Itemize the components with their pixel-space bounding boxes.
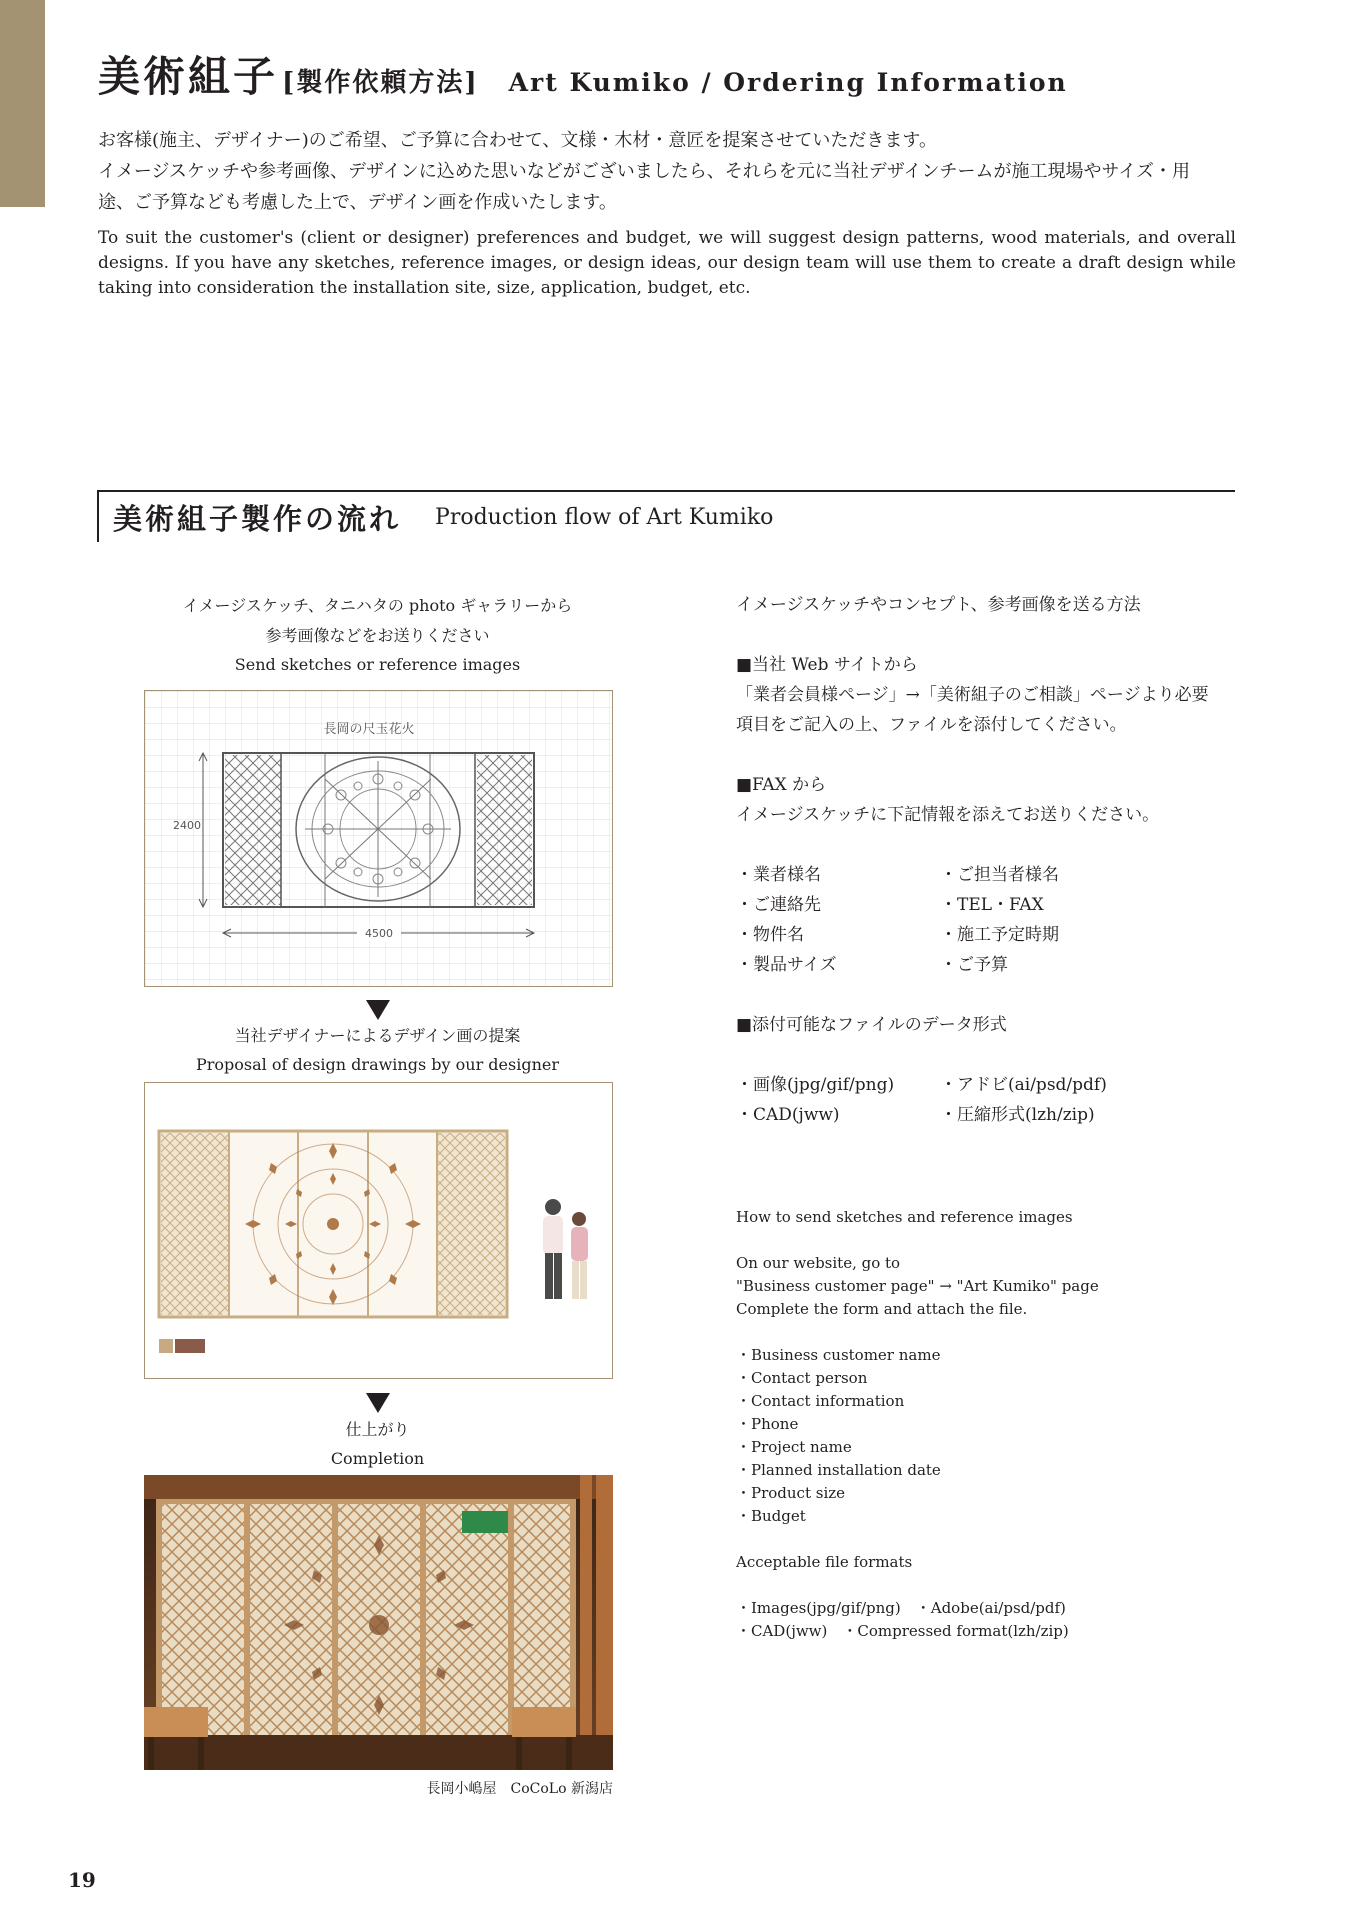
- en-info-item: ・Budget: [736, 1507, 806, 1525]
- step2-caption-en: Proposal of design drawings by our designer: [195, 1055, 559, 1074]
- step1-caption: [142, 591, 613, 679]
- en-web-line: "Business customer page" → "Art Kumiko" page: [736, 1277, 1099, 1295]
- info-item: ・ご連絡先: [736, 895, 821, 915]
- format-item: ・画像(jpg/gif/png): [736, 1075, 895, 1095]
- step3-caption-jp: 仕上がり: [345, 1420, 410, 1439]
- photo-caption: 長岡小嶋屋 CoCoLo 新潟店: [426, 1781, 613, 1797]
- intro-jp-line: 途、ご予算なども考慮した上で、デザイン画を作成いたします。: [98, 192, 617, 213]
- page-number: 19: [68, 1868, 96, 1892]
- info-item: ・施工予定時期: [940, 925, 1059, 945]
- en-info-item: ・Contact information: [736, 1392, 905, 1410]
- step1-caption-jp-1: イメージスケッチ、タニハタの photo ギャラリーから: [182, 596, 573, 615]
- en-info-item: ・Business customer name: [736, 1346, 941, 1364]
- flow-arrow-down-icon: [366, 1393, 390, 1413]
- format-item: ・アドビ(ai/psd/pdf): [940, 1075, 1107, 1095]
- info-item: ・業者様名: [736, 865, 821, 885]
- section-title-en: Production flow of Art Kumiko: [435, 504, 774, 530]
- section-heading: [97, 490, 1235, 542]
- info-item: ・製品サイズ: [736, 955, 837, 975]
- sketch-height-label: 2400: [173, 819, 201, 832]
- intro-jp-line: イメージスケッチや参考画像、デザインに込めた思いなどがございましたら、それらを元に当社デザインチームが施工現場やサイズ・用: [98, 161, 1191, 182]
- en-heading: How to send sketches and reference images: [736, 1208, 1073, 1226]
- intro-en-paragraph: To suit the customer's (client or designer) preferences and budget, we will suggest design patterns, wood materials, and overall designs. If you have any sketches, reference images, or design ideas, our design team will use them to create a draft design while taking into consideration the installation site, size, application, budget, etc.: [98, 228, 1236, 298]
- page-title-bracket: [製作依頼方法]: [282, 68, 479, 98]
- en-info-item: ・Project name: [736, 1438, 852, 1456]
- step3-caption: [142, 1415, 613, 1473]
- web-heading: ■当社 Web サイトから: [736, 655, 918, 675]
- intro-block: [98, 125, 1236, 301]
- section-title-jp: 美術組子製作の流れ: [113, 501, 402, 536]
- en-formats-heading: Acceptable file formats: [736, 1553, 913, 1571]
- info-item: ・TEL・FAX: [940, 895, 1044, 915]
- page-title-jp: 美術組子: [98, 52, 279, 101]
- en-format-line: ・Images(jpg/gif/png) ・Adobe(ai/psd/pdf): [736, 1599, 1066, 1617]
- en-info-item: ・Planned installation date: [736, 1461, 941, 1479]
- info-item: ・ご担当者様名: [940, 865, 1059, 885]
- page-title: [98, 44, 1068, 104]
- sketch-label: 長岡の尺玉花火: [323, 722, 415, 737]
- en-info-item: ・Phone: [736, 1415, 799, 1433]
- step1-caption-en: Send sketches or reference images: [234, 655, 521, 674]
- en-info-item: ・Product size: [736, 1484, 846, 1502]
- sketch-image: [144, 690, 613, 987]
- gold-edge-tab: [0, 0, 45, 207]
- en-format-line: ・CAD(jww) ・Compressed format(lzh/zip): [736, 1622, 1069, 1640]
- formats-heading: ■添付可能なファイルのデータ形式: [736, 1015, 1007, 1035]
- completion-photo: [144, 1475, 613, 1770]
- flow-arrow-down-icon: [366, 1000, 390, 1020]
- intro-jp-line: お客様(施主、デザイナー)のご希望、ご予算に合わせて、文様・木材・意匠を提案させていただきます。: [98, 130, 937, 151]
- step2-caption: [142, 1021, 613, 1079]
- format-item: ・CAD(jww): [736, 1105, 840, 1125]
- people-figures: [543, 1199, 588, 1299]
- step2-caption-jp: 当社デザイナーによるデザイン画の提案: [234, 1026, 521, 1045]
- required-info-list: [736, 860, 1236, 980]
- web-line: 「業者会員様ページ」→「美術組子のご相談」ページより必要: [736, 685, 1209, 705]
- en-info-item: ・Contact person: [736, 1369, 868, 1387]
- instructions-heading: イメージスケッチやコンセプト、参考画像を送る方法: [736, 595, 1141, 615]
- sketch-width-label: 4500: [365, 927, 393, 940]
- info-item: ・物件名: [736, 925, 804, 945]
- fax-heading: ■FAX から: [736, 775, 827, 795]
- info-item: ・ご予算: [940, 955, 1008, 975]
- en-web-line: Complete the form and attach the file.: [736, 1300, 1028, 1318]
- fax-line: イメージスケッチに下記情報を添えてお送りください。: [736, 805, 1160, 825]
- en-web-line: On our website, go to: [736, 1254, 901, 1272]
- step1-caption-jp-2: 参考画像などをお送りください: [265, 626, 490, 645]
- design-drawing-image: [144, 1082, 613, 1379]
- web-line: 項目をご記入の上、ファイルを添付してください。: [736, 715, 1127, 735]
- page-title-en: Art Kumiko / Ordering Information: [508, 68, 1068, 97]
- step3-caption-en: Completion: [330, 1449, 425, 1468]
- formats-list: [736, 1070, 1236, 1130]
- ordering-instructions: [736, 590, 1236, 1643]
- format-item: ・圧縮形式(lzh/zip): [940, 1105, 1095, 1125]
